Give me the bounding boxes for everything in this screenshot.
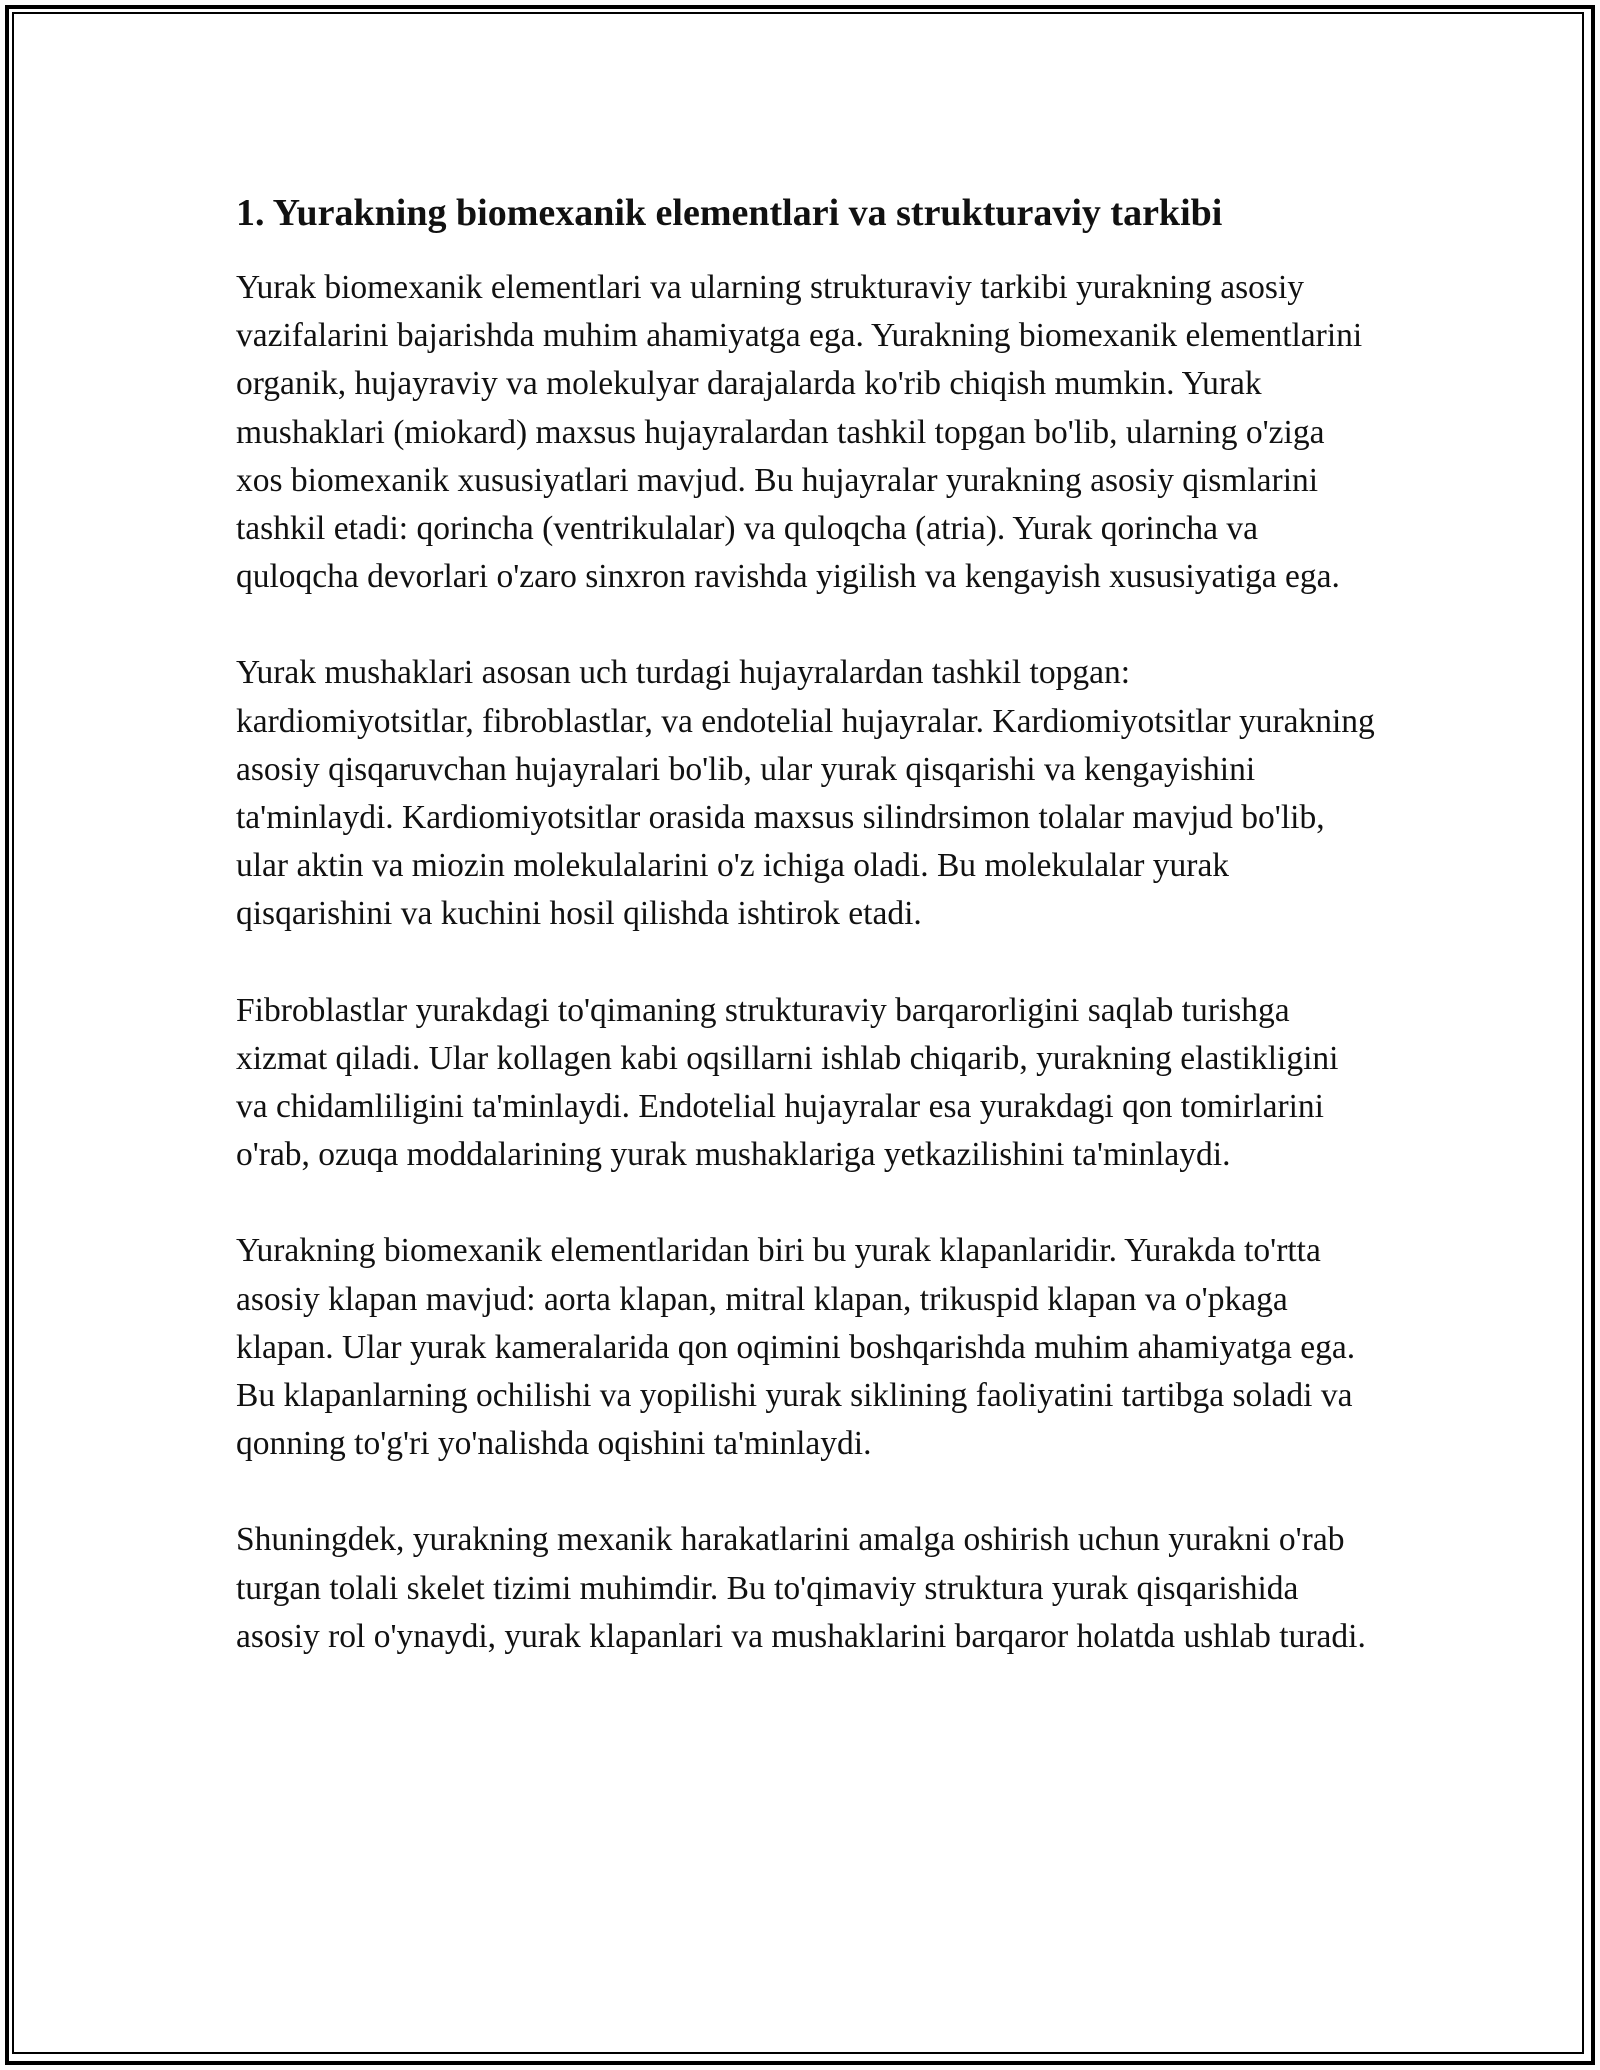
- paragraph-4: Yurakning biomexanik elementlaridan biri bu yurak klapanlaridir. Yurakda to'rtta asosiy klapan mavjud: aorta klapan, mitral klapan, trikuspid klapan va o'pkaga klapan. Ular yurak kameralarida qon oqimini boshqarishda muhim ahamiyatga ega. Bu klapanlarning ochilishi va yopilishi yurak siklining faoliyatini tartibga soladi va qonning to'g'ri yo'nalishda oqishini ta'minlaydi.: [236, 1232, 1356, 1463]
- paragraph-2: Yurak mushaklari asosan uch turdagi hujayralardan tashkil topgan: kardiomiyotsitlar, fibroblastlar, va endotelial hujayralar. Kardiomiyotsitlar yurakning asosiy qisqaruvchan hujayralari bo'lib, ular yurak qisqarishi va kengayishini ta'minlaydi. Kardiomiyotsitlar orasida maxsus silindrsimon tolalar mavjud bo'lib, ular aktin va miozin molekulalarini o'z ichiga oladi. Bu molekulalar yurak qisqarishini va kuchini hosil qilishda ishtirok etadi.: [236, 654, 1375, 933]
- paragraph-3: Fibroblastlar yurakdagi to'qimaning strukturaviy barqarorligini saqlab turishga xizmat qiladi. Ular kollagen kabi oqsillarni ishlab chiqarib, yurakning elastikligini va chidamliligini ta'minlaydi. Endotelial hujayralar esa yurakdagi qon tomirlarini o'rab, ozuqa moddalarining yurak mushaklariga yetkazilishini ta'minlaydi.: [236, 991, 1339, 1174]
- section-heading: 1. Yurakning biomexanik elementlari va strukturaviy tarkibi: [236, 192, 1223, 234]
- paragraph-5: Shuningdek, yurakning mexanik harakatlarini amalga oshirish uchun yurakni o'rab turgan tolali skelet tizimi muhimdir. Bu to'qimaviy struktura yurak qisqarishida asosiy rol o'ynaydi, yurak klapanlari va mushaklarini barqaror holatda ushlab turadi.: [236, 1521, 1366, 1655]
- document-body: [236, 186, 1376, 1709]
- paragraph-1: Yurak biomexanik elementlari va ularning strukturaviy tarkibi yurakning asosiy vazifalarini bajarishda muhim ahamiyatga ega. Yurakning biomexanik elementlarini organik, hujayraviy va molekulyar darajalarda ko'rib chiqish mumkin. Yurak mushaklari (miokard) maxsus hujayralardan tashkil topgan bo'lib, ularning o'ziga xos biomexanik xususiyatlari mavjud. Bu hujayralar yurakning asosiy qismlarini tashkil etadi: qorincha (ventrikulalar) va quloqcha (atria). Yurak qorincha va quloqcha devorlari o'zaro sinxron ravishda yigilish va kengayish xususiyatiga ega.: [236, 269, 1363, 596]
